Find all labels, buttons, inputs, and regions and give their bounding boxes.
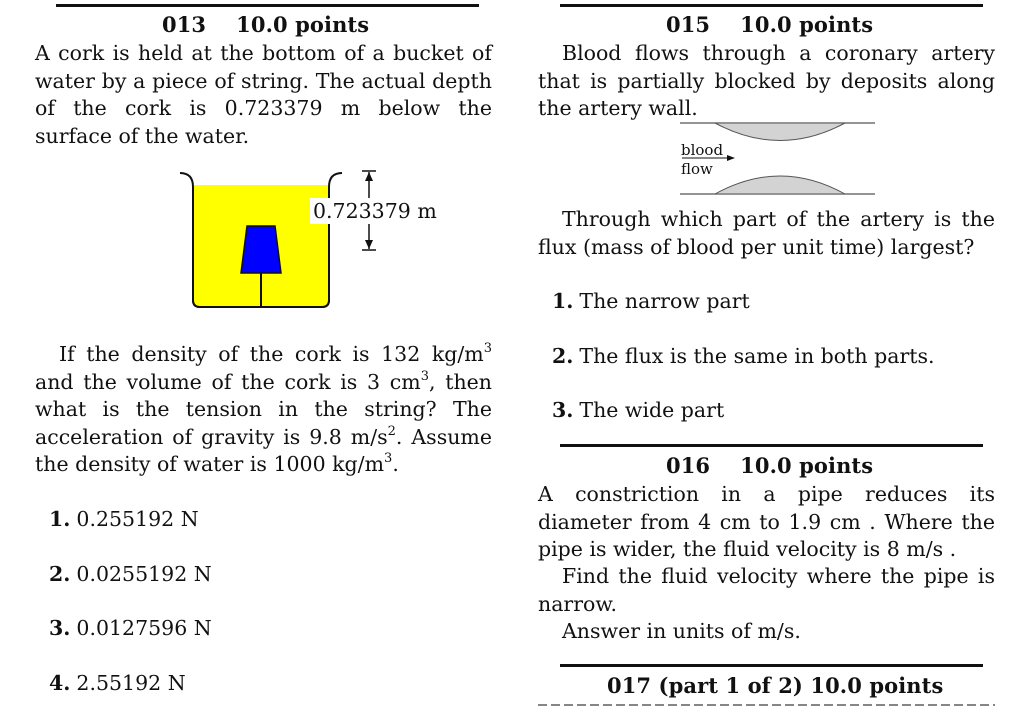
q013-header bbox=[162, 12, 369, 37]
deposit-top bbox=[715, 123, 845, 141]
q017-cropped-text bbox=[538, 701, 995, 706]
q016-text-1: A constriction in a pipe reduces its diameter from 4 cm to 1.9 cm . Where the pipe is wider, the fluid velocity is 8 m/s . bbox=[538, 482, 995, 561]
q015-choice-3[interactable]: 3. The wide part bbox=[552, 398, 725, 422]
q015-choice-2[interactable]: 2. The flux is the same in both parts. bbox=[552, 344, 935, 368]
depth-label: 0.723379 m bbox=[313, 199, 437, 223]
q013-choice-3[interactable]: 3. 0.0127596 N bbox=[49, 616, 212, 640]
q013-number: 013 bbox=[162, 12, 207, 37]
artery-figure bbox=[675, 118, 880, 198]
top-rule-right bbox=[560, 4, 983, 7]
q015-intro: Blood flows through a coronary artery that is partially blocked by deposits along the artery wall. bbox=[538, 41, 995, 120]
deposit-bottom bbox=[715, 176, 845, 194]
flow-arrowhead bbox=[727, 155, 735, 161]
q013-choice-1[interactable]: 1. 0.255192 N bbox=[49, 507, 199, 531]
q017-header: 017 (part 1 of 2) 10.0 points bbox=[607, 673, 944, 698]
q015-choice-1[interactable]: 1. The narrow part bbox=[552, 289, 750, 313]
flow-label-flow: flow bbox=[681, 160, 713, 178]
cork-shape bbox=[241, 226, 281, 273]
q013-choice-4[interactable]: 4. 2.55192 N bbox=[49, 671, 186, 695]
q015-header bbox=[666, 12, 873, 37]
depth-arrowhead-down bbox=[365, 240, 373, 249]
flow-label-blood: blood bbox=[681, 141, 724, 159]
q013-choice-2[interactable]: 2. 0.0255192 N bbox=[49, 562, 212, 586]
rule-017 bbox=[560, 664, 983, 667]
q016-text-3: Answer in units of m/s. bbox=[562, 619, 801, 643]
q016-points: 10.0 points bbox=[740, 453, 874, 478]
q015-question: Through which part of the artery is the flux (mass of blood per unit time) largest? bbox=[538, 207, 995, 259]
q016-header bbox=[666, 453, 873, 478]
q016-text-2: Find the fluid velocity where the pipe is narrow. bbox=[538, 564, 995, 616]
q016-number: 016 bbox=[666, 453, 711, 478]
q013-points: 10.0 points bbox=[236, 12, 370, 37]
depth-arrowhead-up bbox=[365, 172, 373, 181]
bucket-figure bbox=[175, 165, 445, 315]
q013-question: If the density of the cork is 132 $kg/m^3$ and the volume of the cork is 3 $cm^3$, then what is the tension in the string? The acceleration of gravity is 9.8 $m/s^2$. Assume the density of water is 1000 $kg/m^3$. bbox=[35, 341, 492, 476]
top-rule-left bbox=[56, 4, 479, 7]
rule-016 bbox=[560, 444, 983, 447]
q013-intro: A cork is held at the bottom of a bucket of water by a piece of string. The actual depth of the cork is 0.723379 m below the surface of the water. bbox=[35, 41, 492, 148]
q015-number: 015 bbox=[666, 12, 711, 37]
q015-points: 10.0 points bbox=[740, 12, 874, 37]
